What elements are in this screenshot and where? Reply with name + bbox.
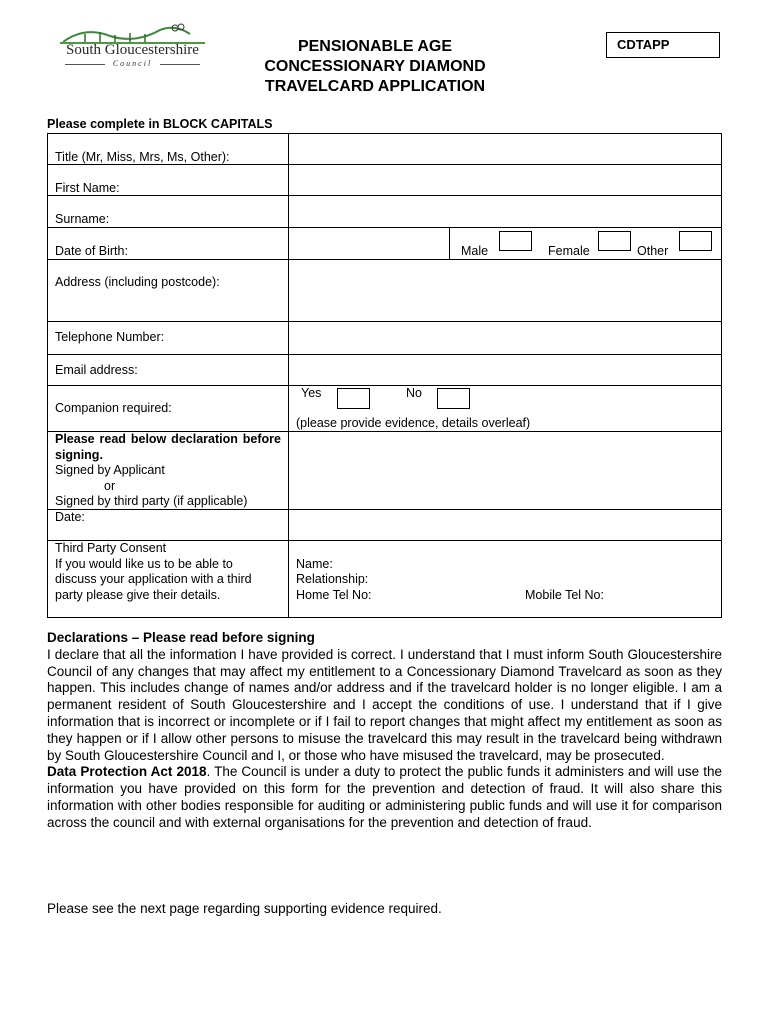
companion-label: Companion required: [55,401,172,415]
date-label: Date: [55,510,85,524]
dpa-heading: Data Protection Act 2018 [47,764,207,780]
logo-sub: Council [112,59,153,68]
next-page-note: Please see the next page regarding supporting evidence required. [47,901,442,916]
telephone-field[interactable] [289,322,722,354]
consent-text-3: party please give their details. [55,588,221,602]
signed-applicant-label: Signed by Applicant [55,463,165,477]
signature-field[interactable] [289,432,722,509]
signed-third-party-label: Signed by third party (if applicable) [55,494,248,508]
consent-text-2: discuss your application with a third [55,572,252,586]
application-form [47,133,722,618]
logo-name: South Gloucestershire [66,42,199,58]
companion-note: (please provide evidence, details overleaf) [296,416,531,430]
first-name-label: First Name: [55,181,120,195]
other-checkbox[interactable] [679,231,712,251]
title-line-2: CONCESSIONARY DIAMOND [264,58,486,75]
signed-or-label: or [104,479,116,493]
page-title [230,37,520,97]
female-label: Female [548,244,590,258]
email-label: Email address: [55,363,138,377]
companion-yes-label: Yes [301,386,322,400]
date-field[interactable] [289,510,722,540]
telephone-label: Telephone Number: [55,330,165,344]
first-name-field[interactable] [289,165,722,195]
female-checkbox[interactable] [598,231,631,251]
companion-no-checkbox[interactable] [437,388,470,409]
instruction: Please complete in BLOCK CAPITALS [47,117,273,131]
dob-label: Date of Birth: [55,244,128,258]
declarations-section [47,630,722,832]
declarations-heading: Declarations – Please read before signing [47,630,315,645]
surname-label: Surname: [55,212,110,226]
declarations-body: I declare that all the information I have provided is correct. I understand that I must inform South Gloucestershire Council of any changes that may affect my entitlement to a Concessionary Diamond Travelcard as soon as they happen. This includes change of names and/or address and if the travelcard holder is no longer eligible. I am a permanent resident of South Gloucestershire and I accept the conditions of use. I understand that if I give information that is incorrect or incomplete or if I fail to report changes that might affect my entitlement as soon as they happen or if I allow other persons to misuse the travelcard this may result in the travelcard being withdrawn by South Gloucestershire Council and I, or those who have misused the travelcard, may be prosecuted. [47,646,722,763]
male-label: Male [461,244,489,258]
data-protection-paragraph [47,764,722,831]
address-field[interactable] [289,260,722,321]
surname-field[interactable] [289,196,722,227]
logo-rule-right [160,64,200,65]
consent-heading: Third Party Consent [55,541,167,555]
form-code-box: CDTAPP [606,32,720,58]
signature-instruction: Please read below declaration before signing. [55,432,281,462]
dob-field[interactable] [289,228,449,259]
companion-yes-checkbox[interactable] [337,388,370,409]
title-line-3: TRAVELCARD APPLICATION [264,78,486,95]
title-label: Title (Mr, Miss, Mrs, Ms, Other): [55,150,230,164]
consent-home-tel-label: Home Tel No: [296,588,372,602]
consent-text-1: If you would like us to be able to [55,557,233,571]
consent-mobile-tel-label: Mobile Tel No: [525,588,604,602]
title-field[interactable] [289,134,722,164]
title-line-1: PENSIONABLE AGE [297,38,453,55]
dob-divider [449,227,450,259]
council-logo [55,22,210,72]
hills-logo-graphic [55,22,210,44]
other-label: Other [637,244,669,258]
dpa-body: . The Council is under a duty to protect the public funds it administers and will use the information you have provided on this form for the prevention and detection of fraud. It will also share this information with other bodies responsible for auditing or administering public funds and will use it for comparison across the council and with external organisations for the prevention and detection of fraud. [47,764,722,830]
male-checkbox[interactable] [499,231,532,251]
consent-name-label: Name: [296,557,333,571]
address-label: Address (including postcode): [55,275,220,289]
consent-relationship-label: Relationship: [296,572,369,586]
companion-no-label: No [406,386,422,400]
row-divider [48,385,721,386]
email-field[interactable] [289,355,722,385]
